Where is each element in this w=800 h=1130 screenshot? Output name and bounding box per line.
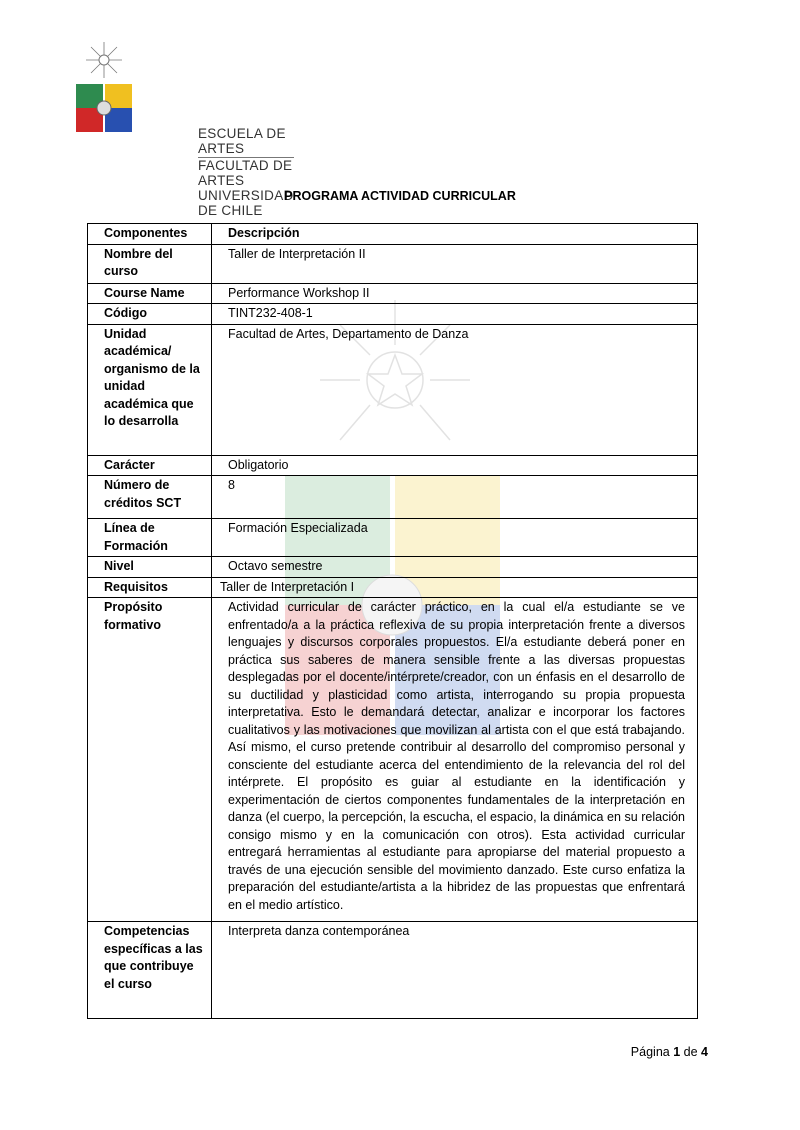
table-row [88, 455, 698, 476]
row-value: Taller de Interpretación I [212, 577, 698, 598]
total-pages: 4 [701, 1045, 708, 1059]
header-label: Componentes [88, 224, 212, 245]
logo-university-name: UNIVERSIDAD DE CHILE [198, 188, 294, 218]
row-label: Course Name [88, 283, 212, 304]
university-emblem-icon [74, 40, 134, 135]
page-prefix: Página [630, 1045, 670, 1059]
row-label: Competencias específicas a las que contribuye el curso [88, 922, 212, 1019]
logo-school-name: ESCUELA DE ARTES [198, 126, 294, 158]
row-label: Nombre del curso [88, 244, 212, 283]
table-row [88, 519, 698, 557]
row-label: Nivel [88, 557, 212, 578]
table-row [88, 283, 698, 304]
table-row [88, 557, 698, 578]
school-logo [74, 40, 294, 218]
row-value: Performance Workshop II [212, 283, 698, 304]
table-row [88, 476, 698, 519]
curriculum-table [87, 223, 698, 1019]
table-row [88, 304, 698, 325]
table-row [88, 922, 698, 1019]
page-title: PROGRAMA ACTIVIDAD CURRICULAR [284, 189, 516, 203]
row-value: Facultad de Artes, Departamento de Danza [212, 324, 698, 455]
row-label: Carácter [88, 455, 212, 476]
header-value: Descripción [212, 224, 698, 245]
page-number [631, 1045, 708, 1059]
row-value: Interpreta danza contemporánea [212, 922, 698, 1019]
row-label: Propósito formativo [88, 598, 212, 922]
row-value: Taller de Interpretación II [212, 244, 698, 283]
table-row [88, 577, 698, 598]
logo-text [198, 126, 294, 218]
row-label: Código [88, 304, 212, 325]
row-value: 8 [212, 476, 698, 519]
table-row [88, 324, 698, 455]
row-label: Línea de Formación [88, 519, 212, 557]
row-value: Obligatorio [212, 455, 698, 476]
table-row [88, 598, 698, 922]
row-value: TINT232-408-1 [212, 304, 698, 325]
row-label: Unidad académica/ organismo de la unidad académica que lo desarrolla [88, 324, 212, 455]
page-separator: de [683, 1045, 698, 1059]
table-header-row [88, 224, 698, 245]
table-row [88, 244, 698, 283]
row-value: Actividad curricular de carácter práctico, en la cual el/a estudiante se ve enfrentado/a a la práctica reflexiva de su propia interpretación frente a diversos lenguajes y discursos corporales propuestos. El/a estudiante deberá poner en práctica sus saberes de manera sensible frente a las diversas propuestas desplegadas por el docente/intérprete/creador, con un énfasis en el desarrollo de su ductilidad y plasticidad como artista, interrogando su propia propuesta interpretativa. Esto le demandará detectar, analizar e incorporar los factores cualitativos y las motivaciones que movilizan al artista con el que está trabajando. Así mismo, el curso pretende contribuir al desarrollo del compromiso personal y consciente del estudiante acerca del entendimiento de la relevancia del rol del intérprete. El propósito es guiar al estudiante en la identificación y experimentación de ciertos componentes fundamentales de la interpretación en danza (el cuerpo, la percepción, la escucha, el espacio, la dinámica en su relación consigo mismo y en la comunicación con otros). Esta actividad curricular entregará herramientas al estudiante para apropiarse del material propuesto a través de una ejecución sensible del movimiento danzado. Este curso enfatiza la preparación del estudiante/artista a la hibridez de las propuestas que enfrentará en el medio artístico. [212, 598, 698, 922]
row-value: Formación Especializada [212, 519, 698, 557]
row-label: Requisitos [88, 577, 212, 598]
current-page: 1 [673, 1045, 681, 1059]
logo-faculty-name: FACULTAD DE ARTES [198, 158, 293, 188]
row-label: Número de créditos SCT [88, 476, 212, 519]
row-value: Octavo semestre [212, 557, 698, 578]
